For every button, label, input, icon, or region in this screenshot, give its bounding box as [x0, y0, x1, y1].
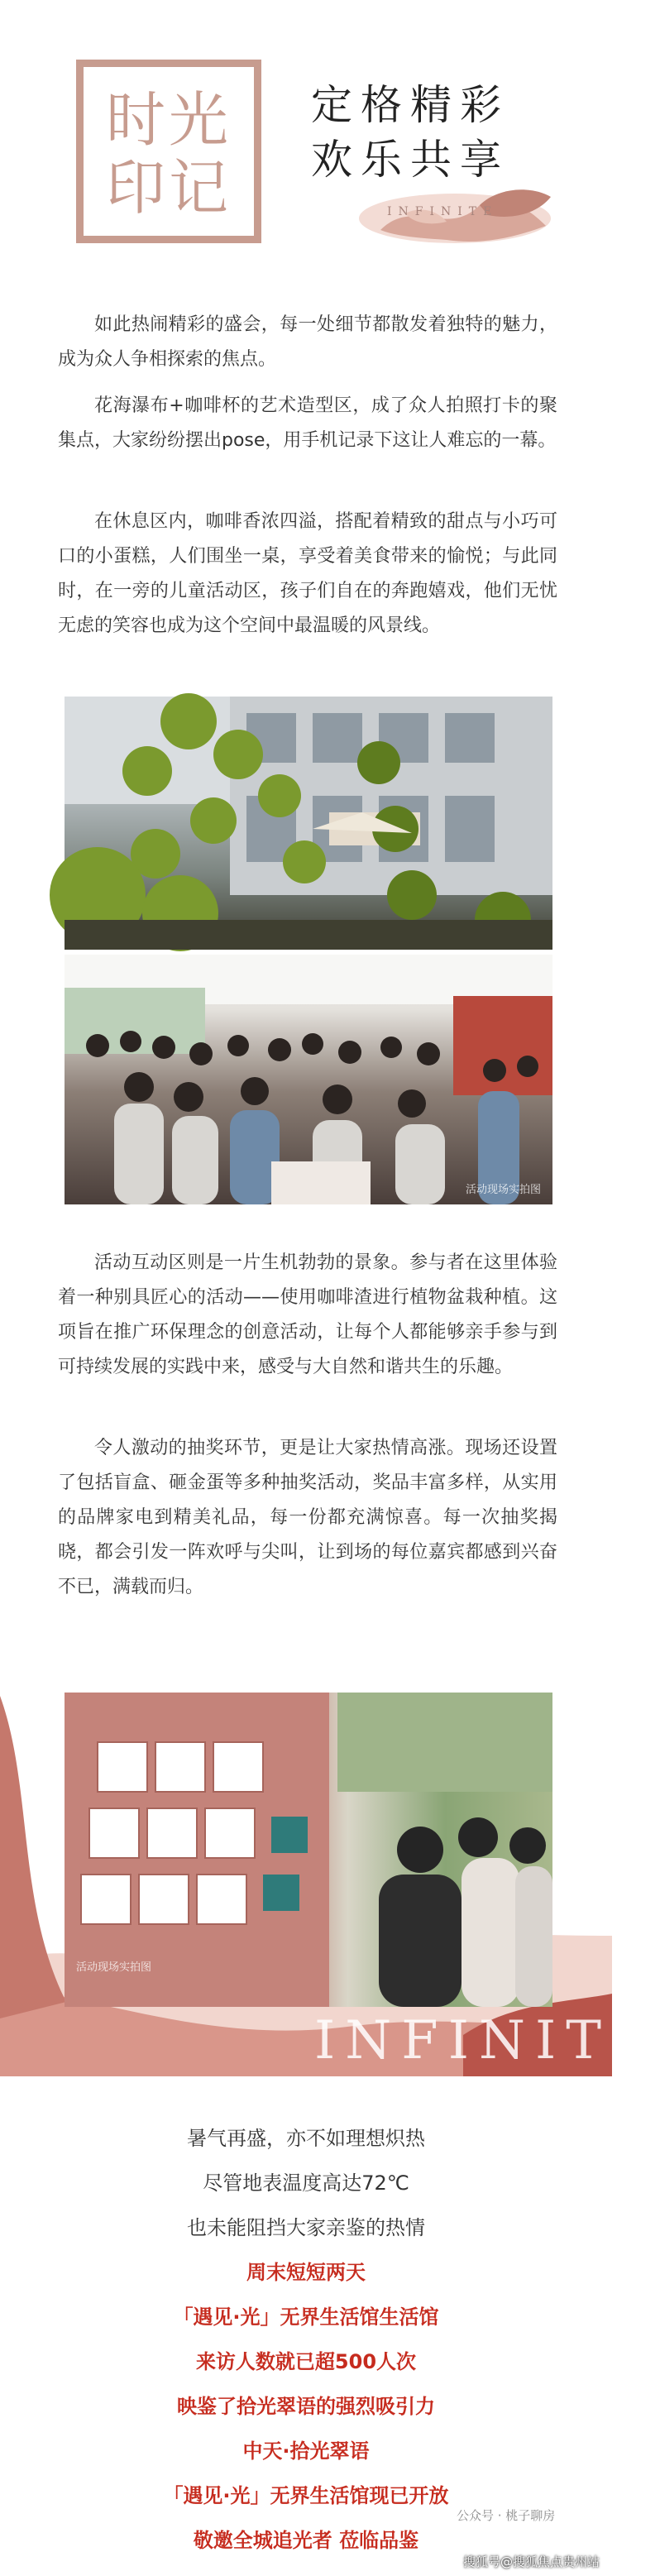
decorative-logo-text: INFINITE	[314, 2010, 660, 2071]
paragraph: 如此热闹精彩的盛会，每一处细节都散发着独特的魅力，成为众人争相探索的焦点。	[58, 314, 557, 370]
highlight-line: 中天·拾光翠语	[242, 2440, 370, 2463]
photo-event-crowd	[65, 955, 552, 1204]
crowd-illustration	[65, 955, 552, 1204]
highlight-line: 来访人数就已超500人次	[195, 2350, 417, 2373]
paragraph: 花海瀑布+咖啡杯的艺术造型区，成了众人拍照打卡的聚集点，大家纷纷摆出pose，用手机记录下这让人难忘的一幕。	[58, 395, 557, 451]
paragraph: 令人激动的抽奖环节，更是让大家热情高涨。现场还设置了包括盲盒、砸金蛋等多种抽奖活动，奖品丰富多样，从实用的品牌家电到精美礼品，每一份都充满惊喜。每一次抽奖揭晓，都会引发一阵欢呼与尖叫，让到场的每位嘉宾都感到兴奋不已，满载而归。	[58, 1438, 557, 1597]
account-watermark: 公众号 · 桃子聊房	[457, 2508, 556, 2523]
title-line-2: 印记	[105, 153, 232, 223]
title-badge	[76, 60, 261, 243]
highlight-line: 映鉴了拾光翠语的强烈吸引力	[177, 2395, 435, 2418]
closing-line: 暑气再盛，亦不如理想炽热	[187, 2127, 425, 2150]
photo-building-garden	[65, 697, 552, 950]
closing-line: 尽管地表温度高达72℃	[203, 2171, 409, 2195]
logo-text: INFINITE	[387, 205, 499, 218]
slogan-line-2: 欢乐共享	[311, 136, 509, 184]
slogan-line-1: 定格精彩	[311, 81, 509, 129]
highlight-line: 周末短短两天	[246, 2261, 366, 2284]
building-illustration	[65, 697, 552, 950]
photo-watermark: 活动现场实拍图	[465, 1184, 541, 1196]
highlight-line: 「遇见·光」无界生活馆现已开放	[163, 2484, 449, 2507]
source-watermark: 搜狐号@搜狐焦点贵州站	[463, 2554, 600, 2569]
highlight-line: 敬邀全城追光者 莅临品鉴	[193, 2529, 419, 2552]
photo-lottery-wall	[65, 1693, 552, 2007]
photo-watermark: 活动现场实拍图	[76, 1961, 152, 1974]
closing-line: 也未能阻挡大家亲鉴的热情	[187, 2216, 425, 2239]
paragraph: 活动互动区则是一片生机勃勃的景象。参与者在这里体验着一种别具匠心的活动——使用咖啡渣进行植物盆栽种植。这项旨在推广环保理念的创意活动，让每个人都能够亲手参与到可持续发展的实践中来，感受与大自然和谐共生的乐趣。	[58, 1252, 557, 1377]
highlight-line: 「遇见·光」无界生活馆生活馆	[173, 2305, 439, 2329]
title-line-1: 时光	[105, 85, 232, 155]
paragraph: 在休息区内，咖啡香浓四溢，搭配着精致的甜点与小巧可口的小蛋糕，人们围坐一桌，享受着美食带来的愉悦；与此同时，在一旁的儿童活动区，孩子们自在的奔跑嬉戏，他们无忧无虑的笑容也成为这个空间中最温暖的风景线。	[58, 511, 557, 636]
